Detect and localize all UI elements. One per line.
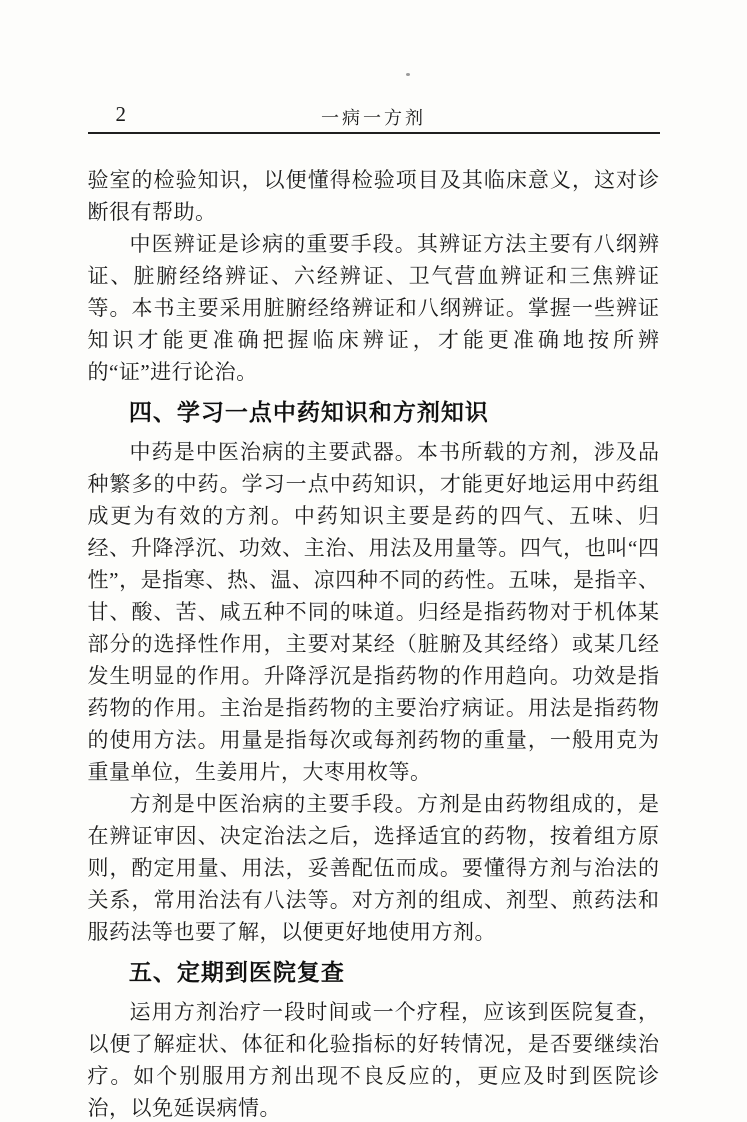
body-paragraph: 运用方剂治疗一段时间或一个疗程，应该到医院复查，以便了解症状、体征和化验指标的好转情况，是否要继续治疗。如个别服用方剂出现不良反应的，更应及时到医院诊治，以免延误病情。 <box>87 1000 660 1120</box>
body-paragraph: 中医辨证是诊病的重要手段。其辨证方法主要有八纲辨证、脏腑经络辨证、六经辨证、卫气营血辨证和三焦辨证等。本书主要采用脏腑经络辨证和八纲辨证。掌握一些辨证知识才能更准确把握临床辨证，才能更准确地按所辨的“证”进行论治。 <box>87 232 660 384</box>
body-paragraph: 中药是中医治病的主要武器。本书所载的方剂，涉及品种繁多的中药。学习一点中药知识，才能更好地运用中药组成更为有效的方剂。中药知识主要是药的四气、五味、归经、升降浮沉、功效、主治、用法及用量等。四气，也叫“四性”，是指寒、热、温、凉四种不同的药性。五味，是指辛、甘、酸、苦、咸五种不同的味道。归经是指药物对于机体某部分的选择性作用，主要对某经（脏腑及其经络）或某几经发生明显的作用。升降浮沉是指药物的作用趋向。功效是指药物的作用。主治是指药物的主要治疗病证。用法是指药物的使用方法。用量是指每次或每剂药物的重量，一般用克为重量单位，生姜用片，大枣用枚等。 <box>87 440 660 784</box>
page-content <box>88 164 660 1122</box>
header-rule <box>88 102 660 134</box>
body-paragraph: 方剂是中医治病的主要手段。方剂是由药物组成的，是在辨证审因、决定治法之后，选择适宜的药物，按着组方原则，酌定用量、用法，妥善配伍而成。要懂得方剂与治法的关系，常用治法有八法等。对方剂的组成、剂型、煎药法和服药法等也要了解，以便更好地使用方剂。 <box>87 792 660 944</box>
scan-artifact <box>406 73 410 76</box>
section-heading: 五、定期到医院复查 <box>128 959 345 985</box>
section-heading: 四、学习一点中药知识和方剂知识 <box>128 399 489 425</box>
running-title: 一病一方剂 <box>321 108 426 128</box>
body-paragraph: 验室的检验知识，以便懂得检验项目及其临床意义，这对诊断很有帮助。 <box>87 168 660 224</box>
page-header <box>88 0 660 134</box>
page-number: 2 <box>115 102 126 126</box>
